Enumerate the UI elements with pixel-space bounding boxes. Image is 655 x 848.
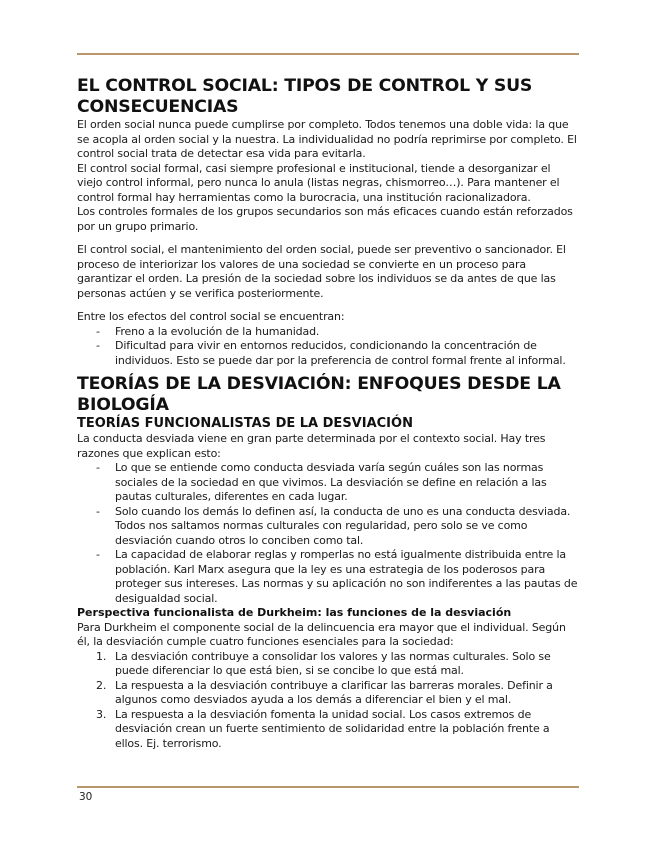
list-item: - Solo cuando los demás lo definen así, la conducta de uno es una conducta desviada. Todos nos saltamos normas culturales con regularidad, pero solo se ve como desviación cuando otros lo conciben como tal. (77, 505, 579, 549)
list-item: - La capacidad de elaborar reglas y romperlas no está igualmente distribuida entre la población. Karl Marx asegura que la ley es una estrategia de los poderosos para proteger sus intereses. Las normas y su aplicación no son indiferentes a las pautas de desigualdad social. (77, 548, 579, 606)
footer-rule (77, 786, 579, 788)
list-item (77, 679, 579, 708)
paragraph: Para Durkheim el componente social de la delincuencia era mayor que el individual. Según él, la desviación cumple cuatro funciones esenciales para la sociedad: (77, 620, 566, 648)
paragraph: La conducta desviada viene en gran parte determinada por el contexto social. Hay tres razones que explican esto: (77, 432, 546, 460)
list-number: 1. (96, 649, 107, 663)
list-number: 3. (96, 707, 107, 721)
effects-list (77, 325, 579, 369)
paragraph: El control social formal, casi siempre profesional e institucional, tiende a desorganizar el viejo control informal, pero nunca lo anula (listas negras, chismorreo…). Para mantener el control formal hay herramientas como la burocracia, una institución racionalizadora. (77, 161, 560, 204)
list-item (77, 708, 579, 752)
list-item: - Freno a la evolución de la humanidad. (77, 325, 579, 340)
list-item: - Lo que se entiende como conducta desviada varía según cuáles son las normas sociales de la sociedad en que vivimos. La desviación se define en relación a las pautas culturales, diferentes en cada lugar. (77, 461, 579, 505)
durkheim-heading: Perspectiva funcionalista de Durkheim: las funciones de la desviación (77, 606, 512, 619)
list-item-text: La respuesta a la desviación contribuye a clarificar las barreras morales. Definir a algunos como desviados ayuda a los demás a diferenciar el bien y el mal. (115, 678, 553, 706)
paragraph: Los controles formales de los grupos secundarios son más eficaces cuando están reforzados por un grupo primario. (77, 205, 573, 233)
paragraph: Entre los efectos del control social se encuentran: (77, 310, 345, 323)
list-item-text: La desviación contribuye a consolidar los valores y las normas culturales. Solo se puede diferenciar lo que está bien, si se concibe lo que está mal. (115, 649, 551, 677)
list-number: 2. (96, 678, 107, 692)
section-title-control-social: EL CONTROL SOCIAL: TIPOS DE CONTROL Y SUS CONSECUENCIAS (77, 76, 533, 117)
page-content (77, 76, 579, 751)
paragraph: El orden social nunca puede cumplirse por completo. Todos tenemos una doble vida: la que se acopla al orden social y la nuestra. La individualidad no podría reprimirse por completo. El control social trata de detectar esa vida para evitarla. (77, 118, 577, 160)
subsection-title-funcionalistas: TEORÍAS FUNCIONALISTAS DE LA DESVIACIÓN (77, 416, 413, 431)
section-title-desviacion: TEORÍAS DE LA DESVIACIÓN: ENFOQUES DESDE LA BIOLOGÍA (77, 374, 561, 415)
functions-list (77, 650, 579, 752)
reasons-list (77, 461, 579, 606)
page-number: 30 (79, 791, 93, 803)
list-item-text: La respuesta a la desviación fomenta la unidad social. Los casos extremos de desviación crean un fuerte sentimiento de solidaridad entre la población frente a ellos. Ej. terrorismo. (115, 707, 550, 750)
list-item: - Dificultad para vivir en entornos reducidos, condicionando la concentración de individuos. Esto se puede dar por la preferencia de control formal frente al informal. (77, 339, 579, 368)
paragraph: El control social, el mantenimiento del orden social, puede ser preventivo o sancionador. El proceso de interiorizar los valores de una sociedad se convierte en un proceso para garantizar el orden. La presión de la sociedad sobre los individuos se da antes de que las personas actúen y se verifica posteriormente. (77, 243, 566, 300)
list-item (77, 650, 579, 679)
header-rule (77, 53, 579, 55)
